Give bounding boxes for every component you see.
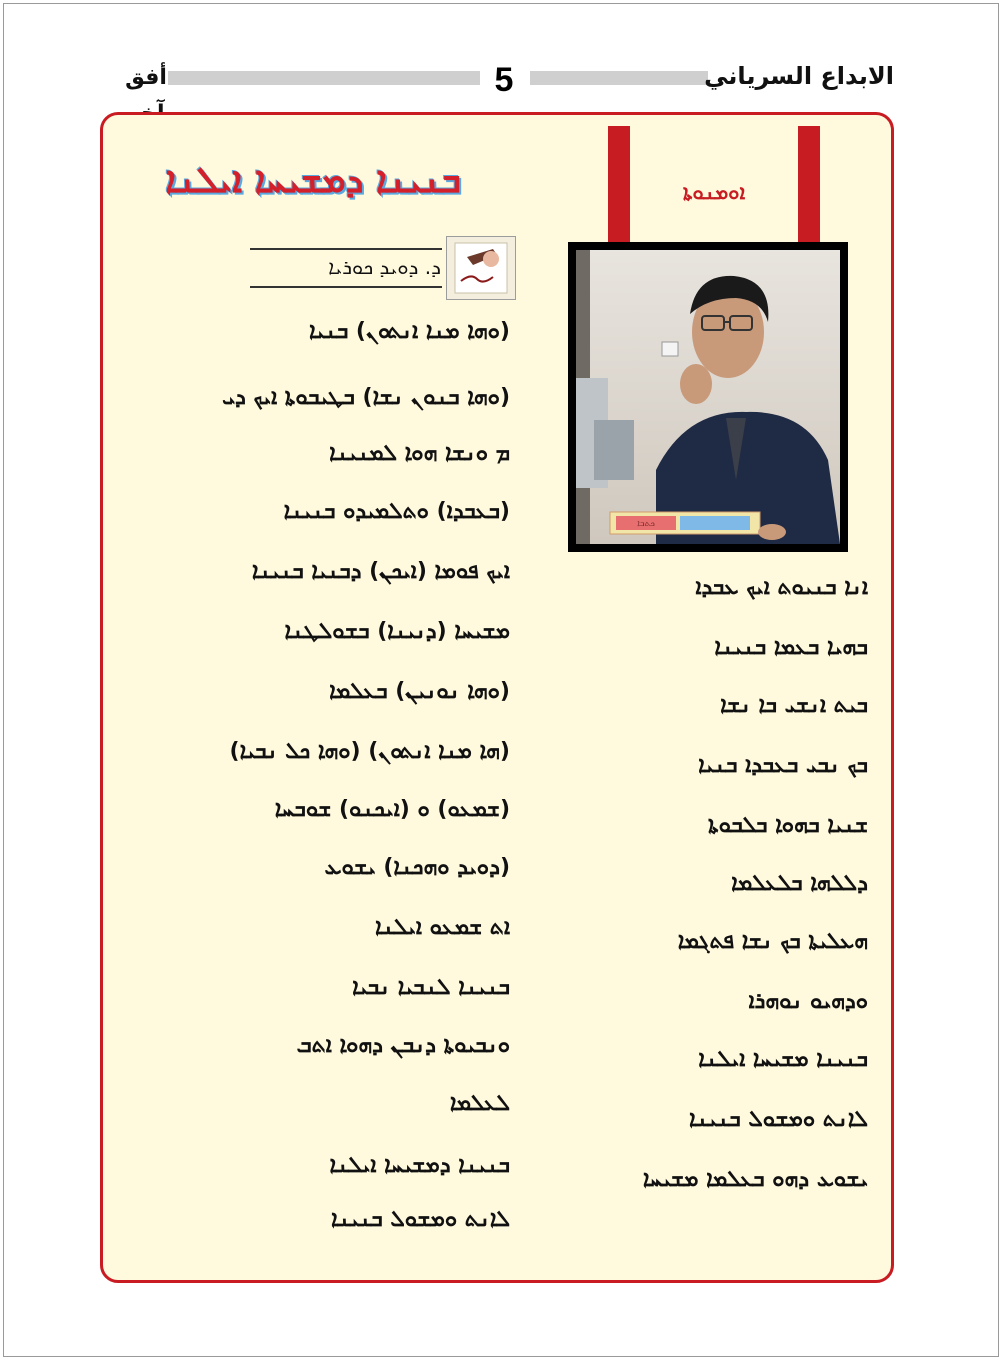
poem-line: ܠܐܢܬ ܘܡܫܘܠ ܒܢܝܢܐ xyxy=(331,1207,510,1232)
author-writing-icon xyxy=(446,236,516,300)
poem-line: ܠܥܠܡܐ xyxy=(449,1091,510,1116)
red-bar-left xyxy=(608,126,630,242)
page-number: 5 xyxy=(494,61,514,99)
poem-line: ܒܢܝܢܐ ܕܡܫܝܚܐ ܐܝܠܢܐ xyxy=(329,1153,510,1178)
sidebar-line: ܒܢܝܢܐ ܡܫܝܚܐ ܐܝܠܢܐ xyxy=(698,1047,868,1072)
sidebar-line: ܐܢܐ ܒܢܝܘܬ ܐܝܟ ܥܒܕܐ xyxy=(695,575,868,600)
poem-line: (ܘܗܐ ܡܢܐ ܐܢܬܘܢ) ܒܢܝܐ xyxy=(308,319,510,344)
sidebar-line: ܒܟ ܢܒܝ ܒܥܒܕܐ ܒܢܝܐ xyxy=(698,753,868,778)
sidebar-line: ܕܠܠܗܐ ܒܠܥܠܡܐ xyxy=(731,871,868,896)
poem-line: (ܫܡܥܘ) ܘ (ܐܝܟܢܘ) ܫܘܒܚܐ xyxy=(274,797,510,822)
poem-line: ܐܝܟ ܦܘܡܐ (ܐܝܟܢ) ܕܒܢܝܐ ܒܢܝܢܐ xyxy=(251,559,510,584)
poem-line: ܒܢܝܢܐ ܠܢܒܝܐ ܢܒܝܐ xyxy=(352,975,510,1000)
poem-line: ܘܢܒܝܘܬܐ ܕܢܒܢ ܕܗܘܐ ܐܬܒ xyxy=(296,1033,510,1058)
sidebar-line: ܒܗܝܐ ܒܥܡܐ ܒܢܝܢܐ xyxy=(714,635,868,660)
sidebar-line: ܗܥܠܝܬܐ ܒܟ ܢܫܐ ܦܬܓܡܐ xyxy=(677,929,868,954)
poem-line: (ܗܐ ܡܢܐ ܐܢܬܘܢ) (ܘܗܐ ܟܠ ܢܒܝܐ) xyxy=(229,739,510,764)
sidebar-line: ܘܕܗܝܘ ܢܘܗܪܐ xyxy=(748,989,868,1014)
sidebar-line: ܠܐܢܬ ܘܡܫܘܠ ܒܢܝܢܐ xyxy=(689,1107,868,1132)
header-left-title: أفق xyxy=(125,65,167,90)
red-bar-right xyxy=(798,126,820,242)
photo-book-label: ܟܬܒܐ xyxy=(637,519,655,529)
sidebar-line: ܒܝܬ ܐܢܫܝ ܒܐ ܢܫܐ xyxy=(720,693,868,718)
header-rule-right xyxy=(530,71,708,85)
sidebar-line: ܫܢܝܐ ܒܗܘܐ ܒܠܒܘܬܐ xyxy=(708,813,868,838)
poem-line: (ܘܗܐ ܢܘܢܝܢ) ܒܥܠܡܐ xyxy=(329,679,510,704)
author-rule-bottom xyxy=(250,286,442,288)
poem-title: ܒܢܝܢܐ ܕܡܫܝܚܐ ܐܝܠܢܐ xyxy=(165,160,461,201)
poem-line: ܡܫܝܚܐ (ܕܢܝܢܐ) ܒܫܘܠܛܢܐ xyxy=(284,619,510,644)
poem-line: ܐܬ ܫܡܥܘ ܐܝܠܢܐ xyxy=(375,915,510,940)
header-rule-left xyxy=(168,71,480,85)
sidebar-line: ܝܫܘܥ ܕܗܘ ܒܥܠܡܐ ܡܫܝܚܐ xyxy=(642,1167,868,1192)
author-name: ܕ. ܕܘܝܕ ܟܘܪܝܐ xyxy=(328,255,441,279)
section-label: ܐܘܡܢܘܬܐ xyxy=(682,180,746,204)
poem-line: (ܒܥܒܕܐ) ܘܬܠܡܝܕܘ ܒܢܝܢܐ xyxy=(283,499,510,524)
poem-line: ܡ ܘܢܫܐ ܗܘܐ ܠܡܢܝܢܐ xyxy=(329,441,510,466)
author-photo xyxy=(576,250,840,544)
poem-line: (ܘܗܐ ܒܢܘܢ ܢܫܐ) ܒܛܝܒܘܬܐ ܐܝܟ ܕܝ xyxy=(222,385,510,410)
header-right-title: الابداع السرياني xyxy=(704,62,894,90)
poem-line: (ܕܘܝܕ ܘܗܟܢܐ) ܝܫܘܥ xyxy=(324,855,510,880)
